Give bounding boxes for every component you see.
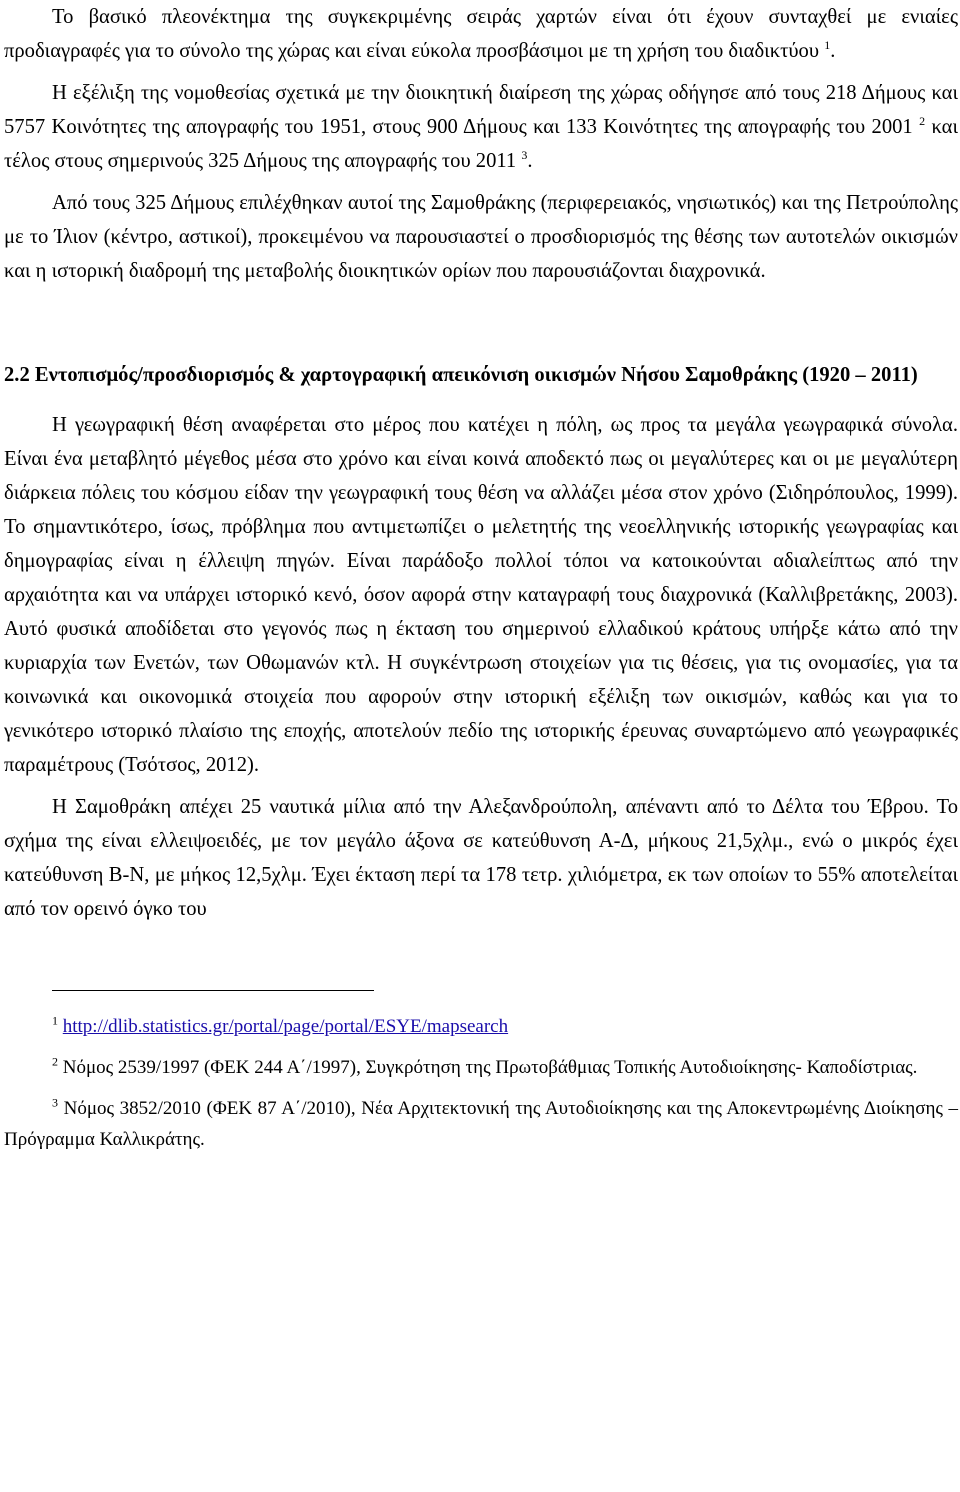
footnote-ref-2[interactable]: 2: [919, 114, 926, 129]
section-heading: 2.2 Εντοπισμός/προσδιορισμός & χαρτογραφική απεικόνιση οικισμών Νήσου Σαμοθράκης (1920 – 2011): [4, 364, 918, 386]
paragraph-5: Η Σαμοθράκη απέχει 25 ναυτικά μίλια από την Αλεξανδρούπολη, απέναντι από το Δέλτα του Έβρου. Το σχήμα της είναι ελλειψοειδές, με τον μεγάλο άξονα σε κατεύθυνση Α-Δ, μήκους 21,5χλμ., ενώ ο μικρός έχει κατεύθυνση Β-Ν, με μήκος 12,5χλμ. Έχει έκταση περί τα 178 τετρ. χιλιόμετρα, εκ των οποίων το 55% αποτελείται από τον ορεινό όγκο του: [4, 796, 958, 920]
paragraph-3: Από τους 325 Δήμους επιλέχθηκαν αυτοί της Σαμοθράκης (περιφερειακός, νησιωτικός) και της Πετρούπολης με το Ίλιον (κέντρο, αστικοί), προκειμένου να παρουσιαστεί ο προσδιορισμός της θέσης των αυτοτελών οικισμών και η ιστορική διαδρομή της μεταβολής διοικητικών ορίων που παρουσιάζονται διαχρονικά.: [4, 192, 958, 282]
footnote-2: [4, 1052, 958, 1083]
paragraph-2-text-a: Η εξέλιξη της νομοθεσίας σχετικά με την διοικητική διαίρεση της χώρας οδήγησε από τους 218 Δήμους και 5757 Κοινότητες της απογραφής του 1951, στους 900 Δήμους και 133 Κοινότητες της απογραφής του 2001: [4, 82, 958, 138]
document-page: [4, 0, 958, 1155]
footnote-3: [4, 1093, 958, 1155]
footnote-1-link[interactable]: http://dlib.statistics.gr/portal/page/portal/ESYE/mapsearch: [62, 1016, 509, 1037]
paragraph-2: Η εξέλιξη της νομοθεσίας σχετικά με την διοικητική διαίρεση της χώρας οδήγησε από τους 218 Δήμους και 5757 Κοινότητες της απογραφής του 1951, στους 900 Δήμους και 133 Κοινότητες της απογραφής του 2001 $^2$ και τέλος στους σημερινούς 325 Δήμους της απογραφής του 2011 $^3$.: [4, 82, 958, 172]
paragraph-1-text: Το βασικό πλεονέκτημα της συγκεκριμένης σειράς χαρτών είναι ότι έχουν συνταχθεί με ενιαίες προδιαγραφές για το σύνολο της χώρας και είναι εύκολα προσβάσιμοι με τη χρήση του διαδικτύου: [4, 6, 958, 62]
paragraph-1: Το βασικό πλεονέκτημα της συγκεκριμένης σειράς χαρτών είναι ότι έχουν συνταχθεί με ενιαίες προδιαγραφές για το σύνολο της χώρας και είναι εύκολα προσβάσιμοι με τη χρήση του διαδικτύου $^1$.: [4, 6, 958, 62]
paragraph-4: Η γεωγραφική θέση αναφέρεται στο μέρος που κατέχει η πόλη, ως προς τα μεγάλα γεωγραφικά σύνολα. Είναι ένα μεταβλητό μέγεθος μέσα στο χρόνο και είναι κοινά αποδεκτό πως οι μεγαλύτερες και οι με μεγαλύτερη διάρκεια πόλεις του κόσμου είδαν την γεωγραφική τους θέση να αλλάζει μέσα στον χρόνο (Σιδηρόπουλος, 1999). Το σημαντικότερο, ίσως, πρόβλημα που αντιμετωπίζει ο μελετητής της νεοελληνικής ιστορικής γεωγραφίας και δημογραφίας είναι η έλλειψη πηγών. Είναι παράδοξο πολλοί τόποι να κατοικούνται αδιαλείπτως από την αρχαιότητα και να υπάρχει ιστορικό κενό, όσον αφορά στην καταγραφή τους διαχρονικά (Καλλιβρετάκης, 2003). Αυτό φυσικά αποδίδεται στο γεγονός πως η έκταση του σημερινού ελλαδικού κράτους υπήρξε κάτω από την κυριαρχία των Ενετών, των Οθωμανών κτλ. Η συγκέντρωση στοιχείων για τις θέσεις, για τις ονομασίες, για τα κοινωνικά και οικονομικά στοιχεία που αφορούν στην ιστορική εξέλιξη των οικισμών, καθώς και για το γενικότερο ιστορικό πλαίσιο της εποχής, αποτελούν πεδίο της ιστορικής έρευνας συναρτώμενο από γεωγραφικές παραμέτρους (Τσότσος, 2012).: [4, 414, 958, 776]
footnote-1-number: 1: [52, 1013, 58, 1028]
footnote-3-text: Νόμος 3852/2010 (ΦΕΚ 87 Α΄/2010), Νέα Αρχιτεκτονική της Αυτοδιοίκησης και της Αποκεντρωμένης Διοίκησης – Πρόγραμμα Καλλικράτης.: [4, 1098, 959, 1150]
footnote-ref-1[interactable]: 1: [824, 38, 831, 53]
footnote-3-number: 3: [52, 1095, 58, 1110]
footnote-2-number: 2: [52, 1054, 58, 1069]
footnote-2-text: Νόμος 2539/1997 (ΦΕΚ 244 Α΄/1997), Συγκρότηση της Πρωτοβάθμιας Τοπικής Αυτοδιοίκησης- Καποδίστριας.: [62, 1057, 918, 1078]
footnote-1: [4, 1011, 958, 1042]
paragraph-2-text-b: και τέλος στους σημερινούς 325 Δήμους της απογραφής του 2011: [4, 116, 958, 172]
footnote-ref-3[interactable]: 3: [521, 148, 528, 163]
